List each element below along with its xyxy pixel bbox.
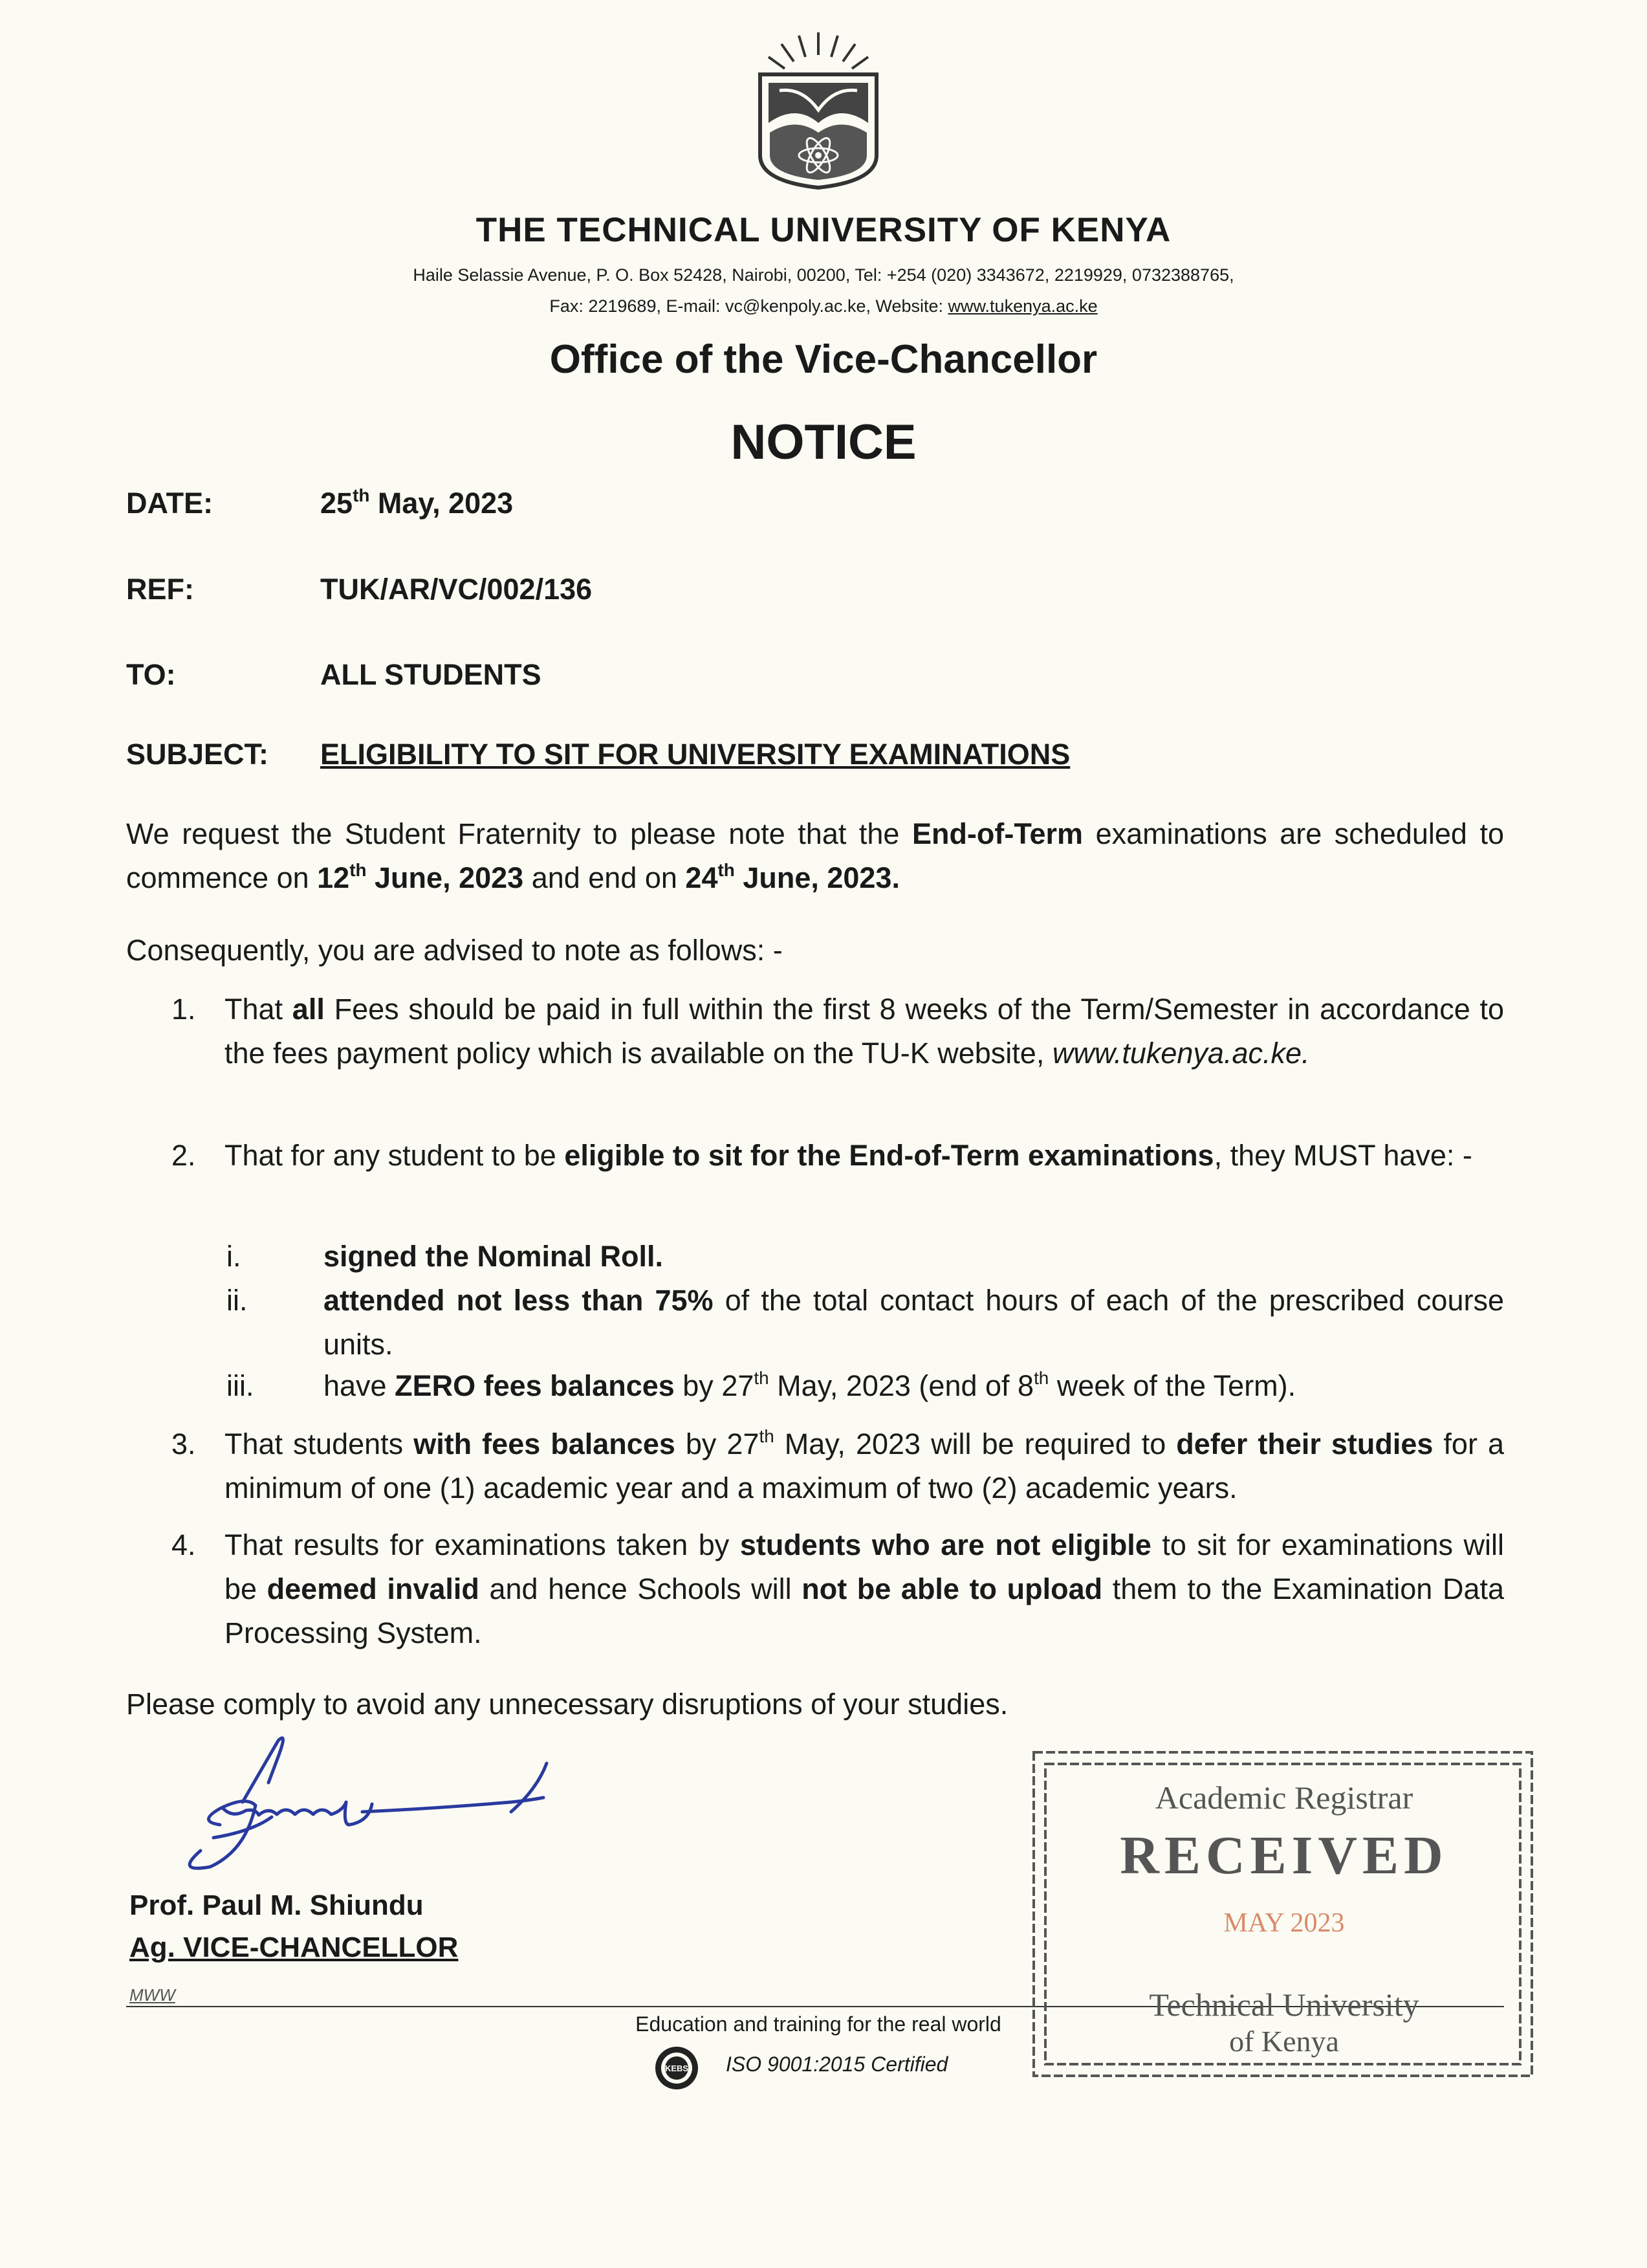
item-number: 2. [171, 1139, 196, 1172]
stamp-line-3: Technical University [1149, 1987, 1419, 2023]
contact-details: Fax: 2219689, E-mail: vc@kenpoly.ac.ke, Website: [549, 296, 948, 316]
university-logo [744, 26, 893, 194]
date-suffix: th [353, 485, 370, 505]
list-item [171, 1523, 1504, 1655]
handwritten-signature [149, 1728, 563, 1883]
subject-label: SUBJECT: [126, 738, 269, 771]
list-item [171, 1422, 1504, 1510]
received-stamp [1029, 1747, 1540, 2084]
sub-list-item [226, 1364, 1504, 1408]
start-date: 12th June, 2023 [317, 859, 524, 894]
date-rest: May, 2023 [369, 487, 514, 520]
website-reference: www.tukenya.ac.ke. [1052, 1037, 1310, 1070]
end-date: 24th June, 2023. [685, 859, 900, 894]
list-item [171, 987, 1504, 1075]
list-item [171, 1134, 1504, 1178]
sub-list-item [226, 1235, 1504, 1279]
stamp-line-4: of Kenya [1229, 2025, 1339, 2058]
stamp-received: RECEIVED [1120, 1825, 1448, 1886]
item-number: 4. [171, 1528, 196, 1561]
item-text: That students with fees balances by 27th May, 2023 will be required to defer their studies for a minimum of one (1) academic year and a maximum of two (2) academic years. [224, 1426, 1504, 1504]
to-value: ALL STUDENTS [320, 658, 541, 691]
stamp-date: MAY 2023 [1223, 1908, 1345, 1938]
intro-text: We request the Student Fraternity to please note that the [126, 817, 912, 850]
item-text: That results for examinations taken by students who are not eligible to sit for examinations will be deemed invalid and hence Schools will not be able to upload them to the Examination Data Processing System. [224, 1528, 1505, 1649]
sub-item-text: have ZERO fees balances by 27th May, 2023 (end of 8th week of the Term). [323, 1367, 1296, 1402]
sub-item-number: iii. [226, 1369, 254, 1402]
iso-certification: ISO 9001:2015 Certified [726, 2053, 948, 2076]
sub-item-text: attended not less than 75% of the total contact hours of each of the prescribed course units. [323, 1284, 1504, 1361]
sub-list-item [226, 1279, 1504, 1367]
date-label: DATE: [126, 487, 213, 520]
subject-value: ELIGIBILITY TO SIT FOR UNIVERSITY EXAMINATIONS [320, 738, 1071, 771]
date-value [320, 487, 513, 520]
ref-label: REF: [126, 573, 194, 606]
ref-value: TUK/AR/VC/002/136 [320, 573, 593, 606]
footer-tagline: Education and training for the real world [635, 2012, 1001, 2036]
university-name: THE TECHNICAL UNIVERSITY OF KENYA [475, 211, 1172, 249]
to-label: TO: [126, 658, 176, 691]
date-day: 25 [320, 487, 353, 520]
kebs-certification-icon [653, 2045, 700, 2091]
item-text: That all Fees should be paid in full within the first 8 weeks of the Term/Semester in accordance to the fees payment policy which is available on the TU-K website, www.tukenya.ac.ke. [224, 993, 1504, 1070]
intro-paragraph [126, 812, 1504, 900]
signer-title: Ag. VICE-CHANCELLOR [129, 1932, 459, 1963]
signer-name: Prof. Paul M. Shiundu [129, 1889, 424, 1921]
consequently-line: Consequently, you are advised to note as follows: - [126, 934, 783, 967]
item-text: That for any student to be eligible to sit for the End-of-Term examinations, they MUST have: - [224, 1139, 1472, 1172]
address-line-1: Haile Selassie Avenue, P. O. Box 52428, Nairobi, 00200, Tel: +254 (020) 3343672, 2219929, 0732388765, [413, 265, 1234, 285]
notice-title: NOTICE [730, 415, 917, 470]
item-number: 3. [171, 1427, 196, 1460]
kebs-text: KEBS [664, 2064, 689, 2073]
intro-text: and end on [523, 861, 686, 894]
typist-initials: MWW [129, 1985, 175, 2005]
address-line-2 [0, 296, 1647, 316]
intro-bold-term: End-of-Term [911, 817, 1084, 850]
stamp-line-1: Academic Registrar [1155, 1779, 1413, 1816]
item-number: 1. [171, 993, 196, 1026]
website-link[interactable]: www.tukenya.ac.ke [948, 296, 1098, 316]
sub-item-text: signed the Nominal Roll. [323, 1240, 664, 1273]
intro-text: examinations are scheduled to commence on [126, 817, 1504, 894]
sub-item-number: i. [226, 1240, 241, 1273]
closing-line: Please comply to avoid any unnecessary disruptions of your studies. [126, 1688, 1009, 1721]
office-title: Office of the Vice-Chancellor [549, 337, 1098, 382]
sub-item-number: ii. [226, 1284, 248, 1317]
